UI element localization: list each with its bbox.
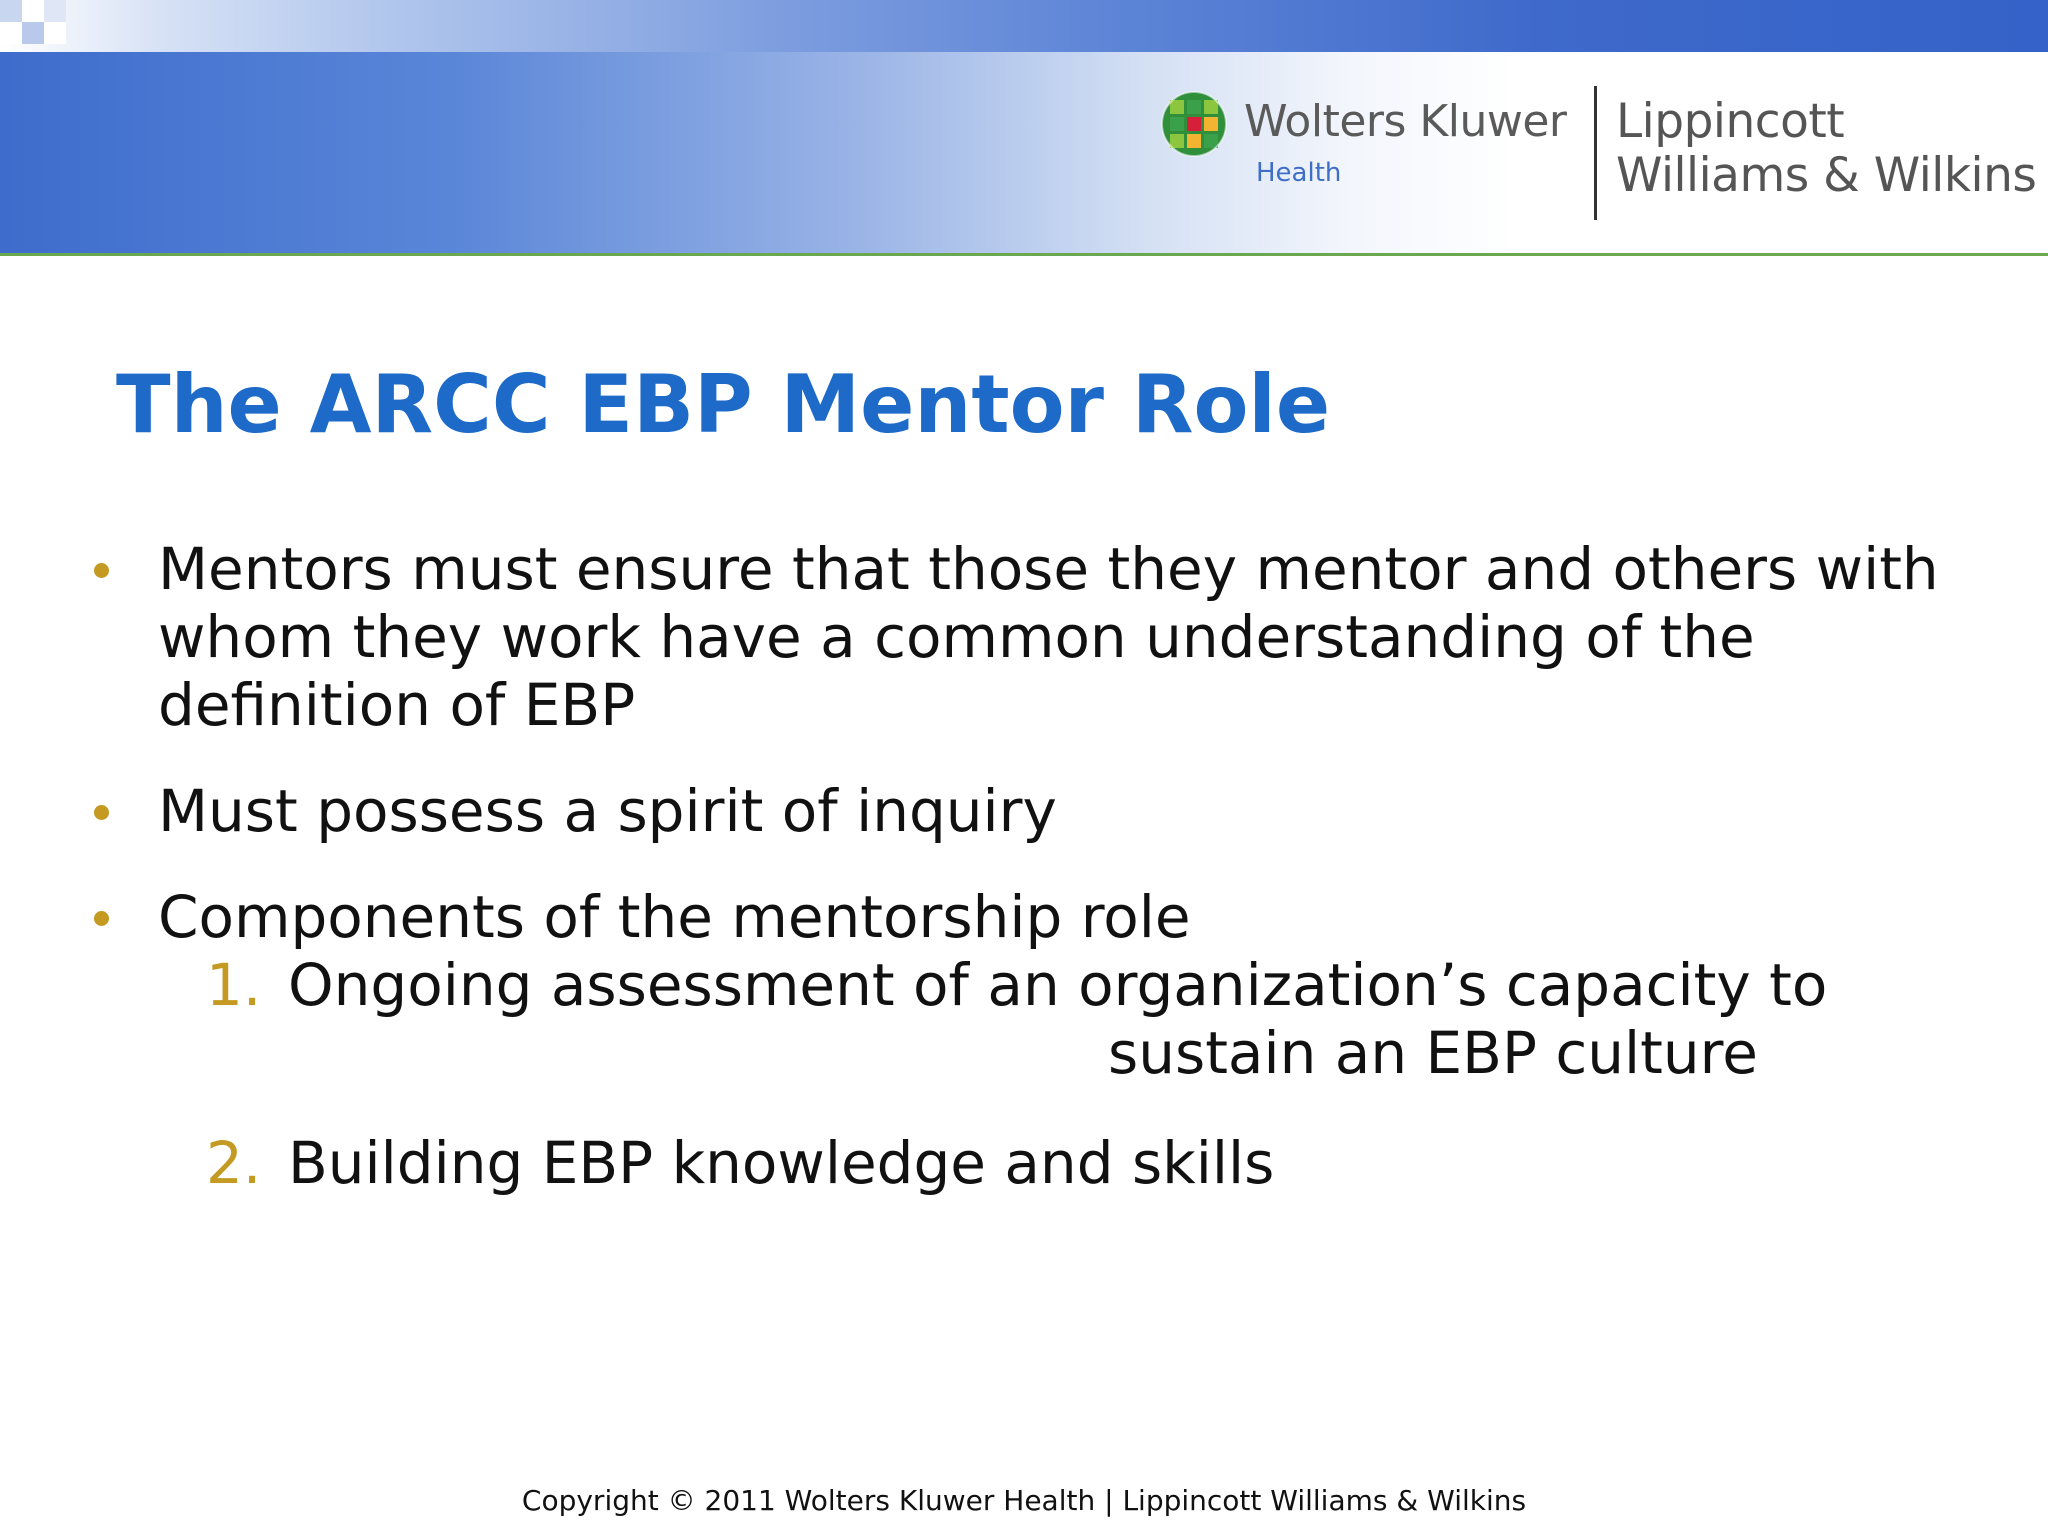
wolters-kluwer-globe-icon xyxy=(1160,90,1228,158)
sublist-item xyxy=(158,951,1990,1087)
bullet-text: Must possess a spirit of inquiry xyxy=(158,777,1057,845)
bullet-item xyxy=(90,883,1990,1197)
sublist-text-continuation: sustain an EBP culture xyxy=(1108,1019,1758,1087)
bullet-text: Mentors must ensure that those they mentor and others with whom they work have a common understanding of the definition of EBP xyxy=(158,535,1939,739)
copyright-footer: Copyright © 2011 Wolters Kluwer Health | Lippincott Williams & Wilkins xyxy=(521,1484,1527,1517)
corner-squares-decoration xyxy=(0,0,90,52)
header-green-rule xyxy=(0,253,2048,256)
bullet-item xyxy=(90,535,1990,739)
logo-divider xyxy=(1594,86,1597,220)
sublist-text-line: Ongoing assessment of an organization’s capacity to xyxy=(288,951,1828,1019)
bullet-dot-icon xyxy=(94,911,109,926)
bullet-dot-icon xyxy=(94,563,109,578)
sublist-number: 2. xyxy=(206,1129,262,1197)
bullet-item xyxy=(90,777,1990,845)
bullet-dot-icon xyxy=(94,805,109,820)
bullet-list xyxy=(90,535,1990,1235)
slide-title: The ARCC EBP Mentor Role xyxy=(116,358,1331,451)
header-top-stripe xyxy=(0,0,2048,52)
wolters-kluwer-wordmark: Wolters Kluwer xyxy=(1244,96,1567,147)
numbered-sublist xyxy=(158,951,1990,1197)
lippincott-wordmark: Lippincott xyxy=(1616,94,1845,149)
slide-header-band xyxy=(0,0,2048,256)
sublist-item xyxy=(158,1129,1990,1197)
publisher-logo xyxy=(1160,86,2040,226)
sublist-text xyxy=(158,951,2048,1087)
williams-wilkins-wordmark: Williams & Wilkins xyxy=(1616,148,2037,203)
sublist-number: 1. xyxy=(206,951,262,1019)
sublist-text: Building EBP knowledge and skills xyxy=(288,1129,1275,1197)
health-label: Health xyxy=(1256,158,1342,188)
bullet-text: Components of the mentorship role xyxy=(158,883,1191,951)
